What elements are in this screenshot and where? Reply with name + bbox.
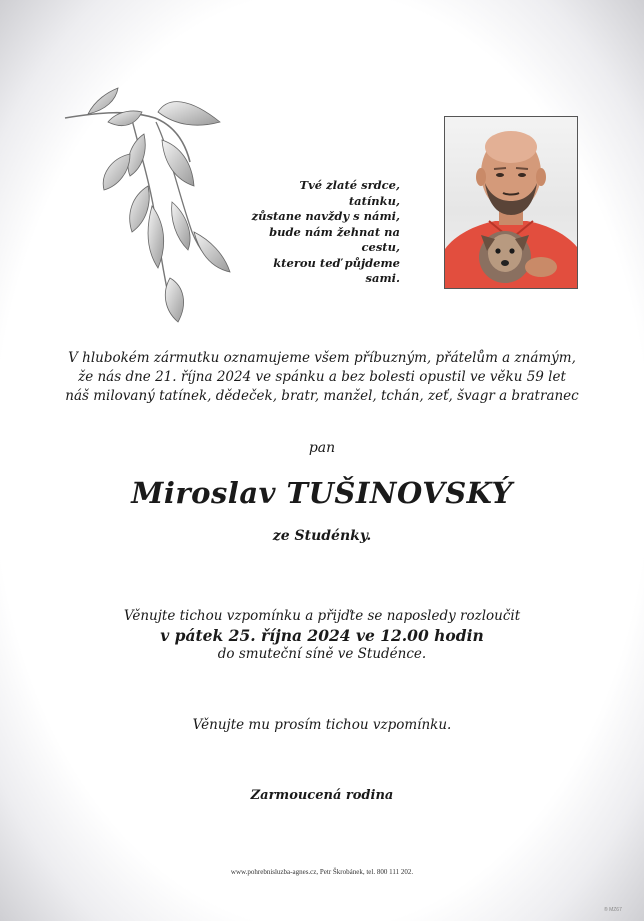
family-signature: Zarmoucená rodina	[250, 788, 394, 803]
verse-line: zůstane navždy s námi,	[251, 209, 400, 223]
memory-request: Věnujte mu prosím tichou vzpomínku.	[192, 717, 452, 733]
leaf-branch-icon	[60, 82, 240, 327]
ceremony-place: do smuteční síně ve Studénce.	[217, 646, 427, 662]
verse-line: Tvé zlaté srdce, tatínku,	[299, 178, 400, 208]
ceremony-info	[60, 607, 584, 664]
announcement-line: V hlubokém zármutku oznamujeme všem příbuzným, přátelům a známým,	[68, 350, 576, 366]
origin: ze Studénky.	[272, 528, 372, 544]
corner-mark: ® MZ67	[604, 907, 622, 913]
pan-label: pan	[308, 440, 336, 456]
footer-credit: www.pohrebnisluzba-agnes.cz, Petr Škrobánek, tel. 800 111 202.	[230, 868, 414, 876]
announcement	[40, 349, 604, 406]
verse-line: kterou teď půjdeme sami.	[273, 255, 400, 285]
verse-line: bude nám žehnat na cestu,	[269, 224, 400, 254]
announcement-line: že nás dne 21. října 2024 ve spánku a bez bolesti opustil ve věku 59 let	[78, 369, 566, 385]
portrait-icon	[445, 117, 577, 288]
announcement-line: náš milovaný tatínek, dědeček, bratr, manžel, tchán, zeť, švagr a bratranec	[65, 388, 579, 404]
ceremony-date: v pátek 25. října 2024 ve 12.00 hodin	[160, 626, 484, 645]
portrait-photo	[444, 116, 578, 289]
verse	[250, 178, 400, 287]
deceased-name: Miroslav TUŠINOVSKÝ	[131, 476, 513, 510]
ceremony-line: Věnujte tichou vzpomínku a přijďte se naposledy rozloučit	[123, 608, 521, 624]
